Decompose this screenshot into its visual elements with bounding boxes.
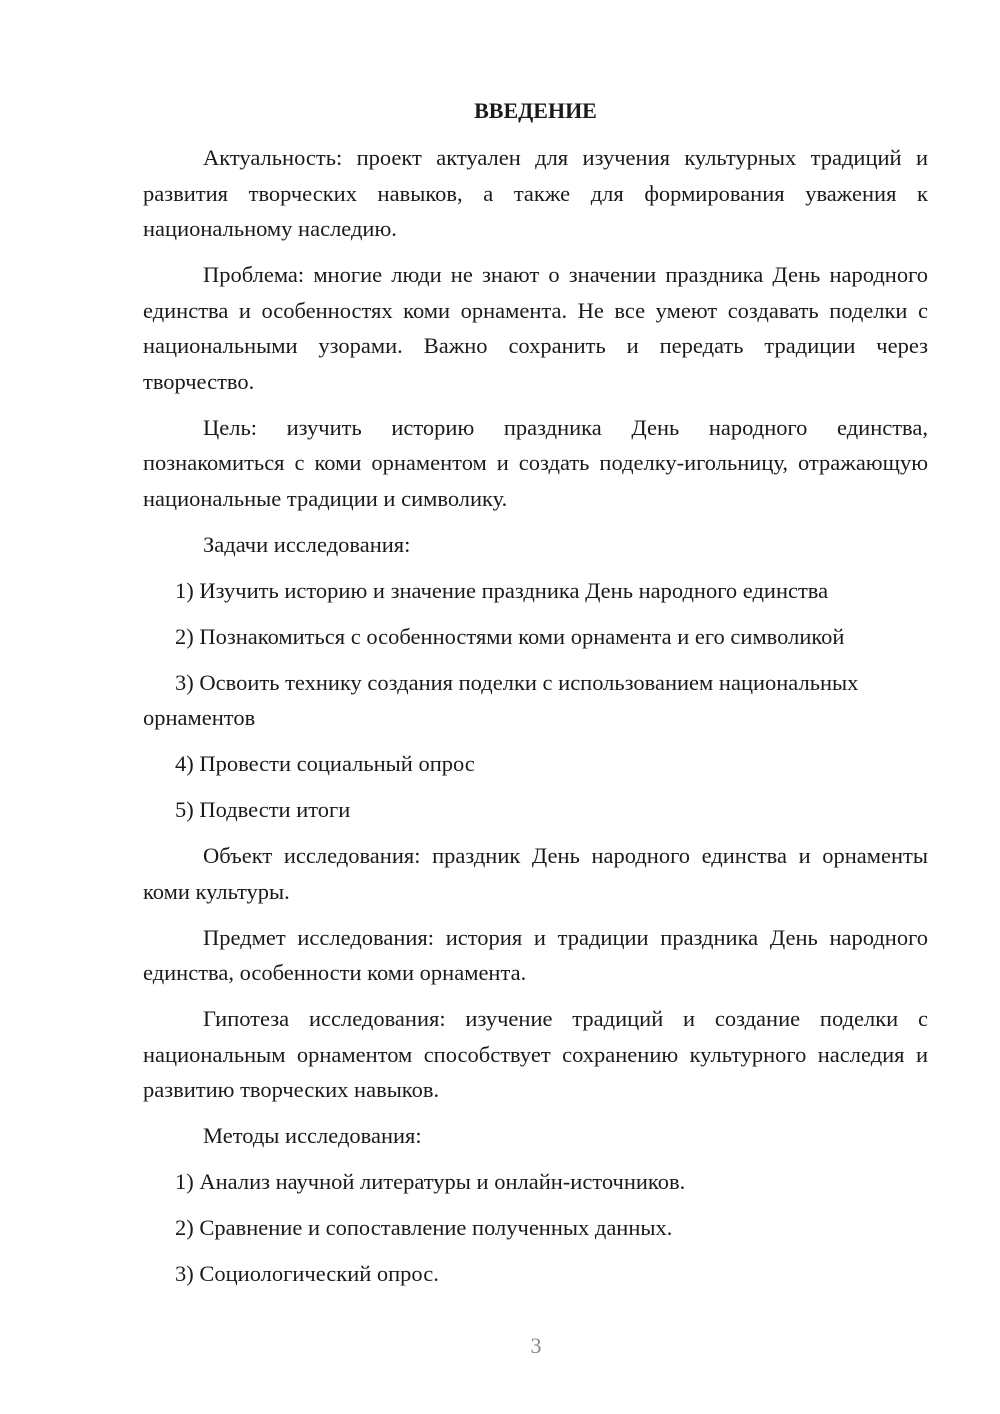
subject-paragraph: Предмет исследования: история и традиции праздника День народного единства, особенности коми орнамента.: [143, 924, 928, 985]
hypothesis-paragraph: Гипотеза исследования: изучение традиций и создание поделки с национальным орнаментом способствует сохранению культурного наследия и развитию творческих навыков.: [143, 1006, 928, 1102]
document-page: [143, 96, 928, 1302]
method-item: 2) Сравнение и сопоставление полученных данных.: [175, 1215, 673, 1240]
task-item: 3) Освоить технику создания поделки с использованием национальных орнаментов: [143, 669, 859, 730]
task-item: 2) Познакомиться с особенностями коми орнамента и его символикой: [175, 623, 845, 649]
method-item: 3) Социологический опрос.: [175, 1261, 439, 1286]
task-item: 1) Изучить историю и значение праздника День народного единства: [175, 577, 829, 603]
page-title: ВВЕДЕНИЕ: [474, 98, 597, 123]
page-number: 3: [530, 1333, 542, 1358]
task-item: 5) Подвести итоги: [175, 797, 351, 822]
method-item: 1) Анализ научной литературы и онлайн-источников.: [175, 1169, 686, 1194]
relevance-paragraph: Актуальность: проект актуален для изучения культурных традиций и развития творческих навыков, а также для формирования уважения к национальному наследию.: [143, 145, 928, 241]
methods-heading: Методы исследования:: [203, 1123, 422, 1148]
problem-paragraph: Проблема: многие люди не знают о значении праздника День народного единства и особенностях коми орнамента. Не все умеют создавать поделки с национальными узорами. Важно сохранить и передать традиции через творчество.: [143, 262, 928, 394]
task-item: 4) Провести социальный опрос: [175, 751, 475, 776]
tasks-heading: Задачи исследования:: [203, 531, 411, 557]
goal-paragraph: Цель: изучить историю праздника День народного единства, познакомиться с коми орнаментом и создать поделку-игольницу, отражающую национальные традиции и символику.: [143, 414, 928, 511]
object-paragraph: Объект исследования: праздник День народного единства и орнаменты коми культуры.: [143, 843, 928, 904]
